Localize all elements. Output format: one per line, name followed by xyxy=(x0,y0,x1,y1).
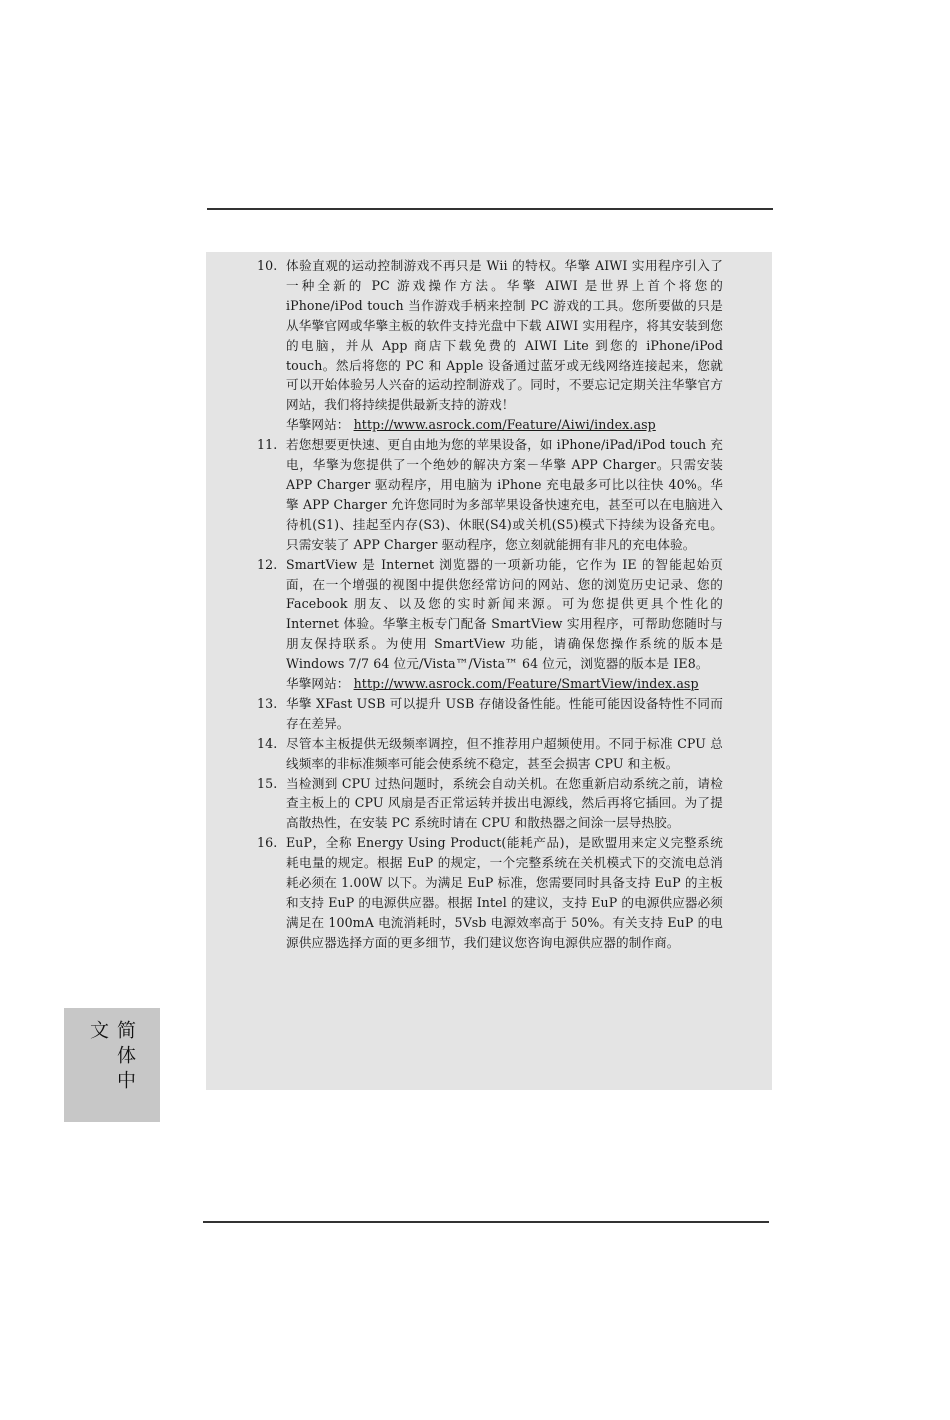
item-text: 华擎 XFast USB 可以提升 USB 存储设备性能。性能可能因设备特性不同而存在差异。 xyxy=(286,695,723,731)
item-number: 11. xyxy=(257,437,278,453)
item-number: 16. xyxy=(257,835,278,851)
numbered-list xyxy=(253,256,723,953)
list-item-13 xyxy=(253,694,723,734)
website-label: 华擎网站： xyxy=(286,676,350,692)
item-text: 若您想要更快速、更自由地为您的苹果设备，如 iPhone/iPad/iPod touch 充电，华擎为您提供了一个绝妙的解决方案－华擎 APP Charger。只需安装 APP Charger 驱动程序，用电脑为 iPhone 充电最多可比以往快 40%。华擎 APP Charger 允许您同时为多部苹果设备快速充电，甚至可以在电脑进入待机(S1)、挂起至内存(S3)、休眠(S4)或关机(S5)模式下持续为设备充电。只需安装了 APP Charger 驱动程序，您立刻就能拥有非凡的充电体验。 xyxy=(286,437,723,552)
item-number: 10. xyxy=(257,258,278,273)
list-item-14 xyxy=(253,734,723,774)
list-item-10 xyxy=(253,256,723,435)
list-item-15 xyxy=(253,774,723,834)
item-text: 当检测到 CPU 过热问题时，系统会自动关机。在您重新启动系统之前，请检查主板上的 CPU 风扇是否正常运转并拔出电源线，然后再将它插回。为了提高散热性，在安装 PC 系统时请在 CPU 和散热器之间涂一层导热胶。 xyxy=(286,775,723,831)
item-text: EuP，全称 Energy Using Product(能耗产品)，是欧盟用来定义完整系统耗电量的规定。根据 EuP 的规定，一个完整系统在关机模式下的交流电总消耗必须在 1.00W 以下。为满足 EuP 标准，您需要同时具备支持 EuP 的主板和支持 EuP 的电源供应器。根据 Intel 的建议，支持 EuP 的电源供应器必须满足在 100mA 电流消耗时，5Vsb 电源效率高于 50%。有关支持 EuP 的电源供应器选择方面的更多细节，我们建议您咨询电源供应器的制作商。 xyxy=(286,835,723,950)
footer-rule xyxy=(203,1221,769,1223)
item-number: 13. xyxy=(257,695,278,711)
item-number: 15. xyxy=(257,775,278,791)
header-rule xyxy=(207,208,773,210)
language-tab xyxy=(64,1008,160,1122)
item-text: 体验直观的运动控制游戏不再只是 Wii 的特权。华擎 AIWI 实用程序引入了一种全新的 PC 游戏操作方法。华擎 AIWI 是世界上首个将您的 iPhone/iPod touch 当作游戏手柄来控制 PC 游戏的工具。您所要做的只是从华擎官网或华擎主板的软件支持光盘中下载 AIWI 实用程序，将其安装到您的电脑，并从 App 商店下载免费的 AIWI Lite 到您的 iPhone/iPod touch。然后将您的 PC 和 Apple 设备通过蓝牙或无线网络连接起来，您就可以开始体验另人兴奋的运动控制游戏了。同时，不要忘记定期关注华擎官方网站，我们将持续提供最新支持的游戏！ xyxy=(286,258,723,413)
item-number: 12. xyxy=(257,556,278,572)
smartview-url-link[interactable]: http://www.asrock.com/Feature/SmartView/index.asp xyxy=(353,676,699,692)
aiwi-url-link[interactable]: http://www.asrock.com/Feature/Aiwi/index.asp xyxy=(353,417,656,433)
website-line xyxy=(286,674,723,694)
item-text: 尽管本主板提供无级频率调控，但不推荐用户超频使用。不同于标准 CPU 总线频率的非标准频率可能会使系统不稳定，甚至会损害 CPU 和主板。 xyxy=(286,735,723,771)
list-item-12 xyxy=(253,555,723,694)
website-line xyxy=(286,415,723,435)
list-item-16 xyxy=(253,833,723,952)
item-number: 14. xyxy=(257,735,278,751)
list-item-11 xyxy=(253,435,723,554)
item-text: SmartView 是 Internet 浏览器的一项新功能，它作为 IE 的智能起始页面，在一个增强的视图中提供您经常访问的网站、您的浏览历史记录、您的 Facebook 朋友、以及您的实时新闻来源。可为您提供更具个性化的 Internet 体验。华擎主板专门配备 SmartView 实用程序，可帮助您随时与朋友保持联系。为使用 SmartView 功能，请确保您操作系统的版本是 Windows 7/7 64 位元/Vista™/Vista™ 64 位元，浏览器的版本是 IE8。 xyxy=(286,556,723,672)
website-label: 华擎网站： xyxy=(286,417,350,433)
language-label: 简体中文 xyxy=(87,1020,136,1095)
